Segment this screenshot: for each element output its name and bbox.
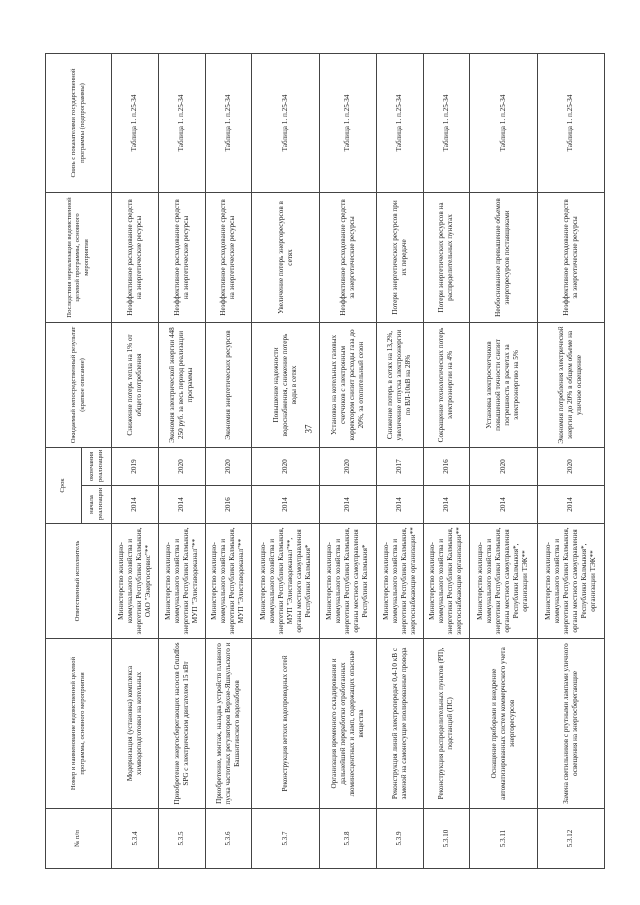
cell-end: 2019 <box>112 447 159 485</box>
cell-end: 2020 <box>158 447 205 485</box>
cell-name: Модернизация (установка) комплекса химводоподготовки на котельных <box>112 639 159 809</box>
cell-start: 2014 <box>112 486 159 524</box>
cell-result: Установка электросчетчиков повышенной точности снизит погрешность в расчетах за электроэнергию на 5% <box>470 322 537 447</box>
cell-result: Экономия электрической энергии 448 250 руб. за весь период реализации программы <box>158 322 205 447</box>
cell-executor: Министерство жилищно-коммунального хозяйства и энергетики Республики Калмыкия, органы местного самоуправления Республики Калмыкия* <box>319 524 376 639</box>
cell-consequence: Неэффективное расходование средств за энергетические ресурсы <box>537 192 604 322</box>
cell-consequence: Увеличение потерь энергоресурсов в сетях <box>252 192 319 322</box>
cell-result: Снижение потерь в сетях на 13,2%, увеличение отпуска электроэнергии по ВЛ-10кВ на 28% <box>376 322 423 447</box>
cell-result: Повышение надежности водоснабжения, снижение потерь воды в сетях <box>252 322 319 447</box>
cell-result: Экономия потребления электрической энергии до 20% в общем объеме на уличное освещение <box>537 322 604 447</box>
header-result: Ожидаемый непосредственный результат (краткое описание) <box>46 322 112 447</box>
cell-end: 2020 <box>319 447 376 485</box>
cell-name: Реконструкция линий электропередач 0,4-10 кВ с заменой на самонесущие изолированные провода <box>376 639 423 809</box>
cell-num: 5.3.10 <box>423 809 470 869</box>
cell-end: 2020 <box>252 447 319 485</box>
cell-link: Таблица 1. п.25-34 <box>470 53 537 192</box>
cell-consequence: Неэффективное расходование средств на энергетические ресурсы <box>112 192 159 322</box>
cell-num: 5.3.4 <box>112 809 159 869</box>
header-executor: Ответственный исполнитель <box>46 524 112 639</box>
header-num: № п/п <box>46 809 112 869</box>
cell-executor: Министерство жилищно-коммунального хозяйства и энергетики Республики Калмыкия, энергоснабжающие организации** <box>423 524 470 639</box>
cell-end: 2017 <box>376 447 423 485</box>
cell-start: 2014 <box>319 486 376 524</box>
cell-end: 2020 <box>470 447 537 485</box>
cell-consequence: Неэффективное расходование средств на энергетические ресурсы <box>205 192 252 322</box>
cell-start: 2014 <box>376 486 423 524</box>
cell-start: 2014 <box>423 486 470 524</box>
cell-consequence: Неэффективное расходование средств на энергетические ресурсы <box>158 192 205 322</box>
cell-num: 5.3.5 <box>158 809 205 869</box>
cell-link: Таблица 1. п.25-34 <box>319 53 376 192</box>
cell-start: 2014 <box>158 486 205 524</box>
cell-num: 5.3.12 <box>537 809 604 869</box>
cell-name: Организация временного складирования и дальнейшей переработки отработанных люминесцентных и ламп, содержащих опасные вещества <box>319 639 376 809</box>
header-name: Номер и наименование ведомственной целевой программы, основного мероприятия <box>46 639 112 809</box>
table-row <box>470 53 537 868</box>
cell-end: 2016 <box>423 447 470 485</box>
cell-link: Таблица 1. п.25-34 <box>252 53 319 192</box>
cell-link: Таблица 1. п.25-34 <box>112 53 159 192</box>
cell-executor: Министерство жилищно-коммунального хозяйства и энергетики Республики Калмыкия, органы местного самоуправления Республики Калмыкия*, организации ТЭК** <box>470 524 537 639</box>
table-row <box>252 53 319 868</box>
cell-consequence: Необоснованное превышение объемов энергоресурсов поставщиками <box>470 192 537 322</box>
cell-result: Экономия энергетических ресурсов <box>205 322 252 447</box>
cell-link: Таблица 1. п.25-34 <box>423 53 470 192</box>
cell-end: 2020 <box>205 447 252 485</box>
table-row <box>423 53 470 868</box>
cell-executor: Министерство жилищно-коммунального хозяйства и энергетики Республики Калмыкия, органы местного самоуправления Республики Калмыкия*, организации ТЭК** <box>537 524 604 639</box>
cell-num: 5.3.8 <box>319 809 376 869</box>
cell-result: Установка на котельных газовых счетчиков с электронным корректором снизит расходы газа до 20%, за отопительный сезон <box>319 322 376 447</box>
cell-link: Таблица 1. п.25-34 <box>158 53 205 192</box>
cell-executor: Министерство жилищно-коммунального хозяйства и энергетики Республики Калмыкия, МУП "Элиставодоканал"** <box>205 524 252 639</box>
cell-result: Сокращение технологических потерь электроэнергии на 4% <box>423 322 470 447</box>
table-row <box>376 53 423 868</box>
cell-name: Приобретение, монтаж, наладка устройств плавного пуска частотных регуляторов Верхне-Яшкульского и Башантинского водозаборов <box>205 639 252 809</box>
header-consequence: Последствия нереализации ведомственной целевой программы, основного мероприятия <box>46 192 112 322</box>
table-row <box>319 53 376 868</box>
rotated-table-wrapper <box>45 54 605 869</box>
page-number: 37 <box>303 424 314 434</box>
cell-num: 5.3.6 <box>205 809 252 869</box>
cell-link: Таблица 1. п.25-34 <box>537 53 604 192</box>
cell-name: Реконструкция ветхих водопроводных сетей <box>252 639 319 809</box>
cell-start: 2016 <box>205 486 252 524</box>
cell-consequence: Потери энергетических ресурсов на распределительных пунктах <box>423 192 470 322</box>
cell-executor: Министерство жилищно-коммунального хозяйства и энергетики Республики Калмыкия, энергоснабжающие организации** <box>376 524 423 639</box>
cell-executor: Министерство жилищно-коммунального хозяйства и энергетики Республики Калмыкия, МУП "Элиставодоканал"**, органы местного самоуправления Республики Калмыкия* <box>252 524 319 639</box>
cell-result: Снижение потерь тепла на 1% от общего потребления <box>112 322 159 447</box>
cell-executor: Министерство жилищно-коммунального хозяйства и энергетики Республики Калмыкия, МУП "Элиставодоканал"** <box>158 524 205 639</box>
cell-executor: Министерство жилищно-коммунального хозяйства и энергетики Республики Калмыкия, ОАО "Энергосервис"** <box>112 524 159 639</box>
header-term: Срок <box>46 447 82 523</box>
table-row <box>112 53 159 868</box>
cell-start: 2014 <box>470 486 537 524</box>
header-link: Связь с показателями государственной программы (подпрограммы) <box>46 53 112 192</box>
table-row <box>205 53 252 868</box>
cell-name: Приобретение энергосберегающих насосов Grundfos SPG с электрическим двигателем 15 кВт <box>158 639 205 809</box>
cell-link: Таблица 1. п.25-34 <box>376 53 423 192</box>
cell-num: 5.3.11 <box>470 809 537 869</box>
cell-consequence: Потери энергетических ресурсов при их передаче <box>376 192 423 322</box>
cell-start: 2014 <box>537 486 604 524</box>
cell-link: Таблица 1. п.25-34 <box>205 53 252 192</box>
cell-num: 5.3.9 <box>376 809 423 869</box>
header-end: окончания реализации <box>82 447 112 485</box>
cell-name: Реконструкция распределительных пунктов (РП), подстанций (ПС) <box>423 639 470 809</box>
cell-name: Оснащение приборами и внедрение автоматизированных систем коммерческого учета энергоресурсов <box>470 639 537 809</box>
cell-consequence: Неэффективное расходование средств за энергетические ресурсы <box>319 192 376 322</box>
header-start: начала реализации <box>82 486 112 524</box>
cell-start: 2014 <box>252 486 319 524</box>
program-table <box>45 53 605 869</box>
table-row <box>158 53 205 868</box>
cell-end: 2020 <box>537 447 604 485</box>
cell-num: 5.3.7 <box>252 809 319 869</box>
table-row <box>537 53 604 868</box>
cell-name: Замена светильников с ртутными лампами уличного освещения на энергосберегающие <box>537 639 604 809</box>
